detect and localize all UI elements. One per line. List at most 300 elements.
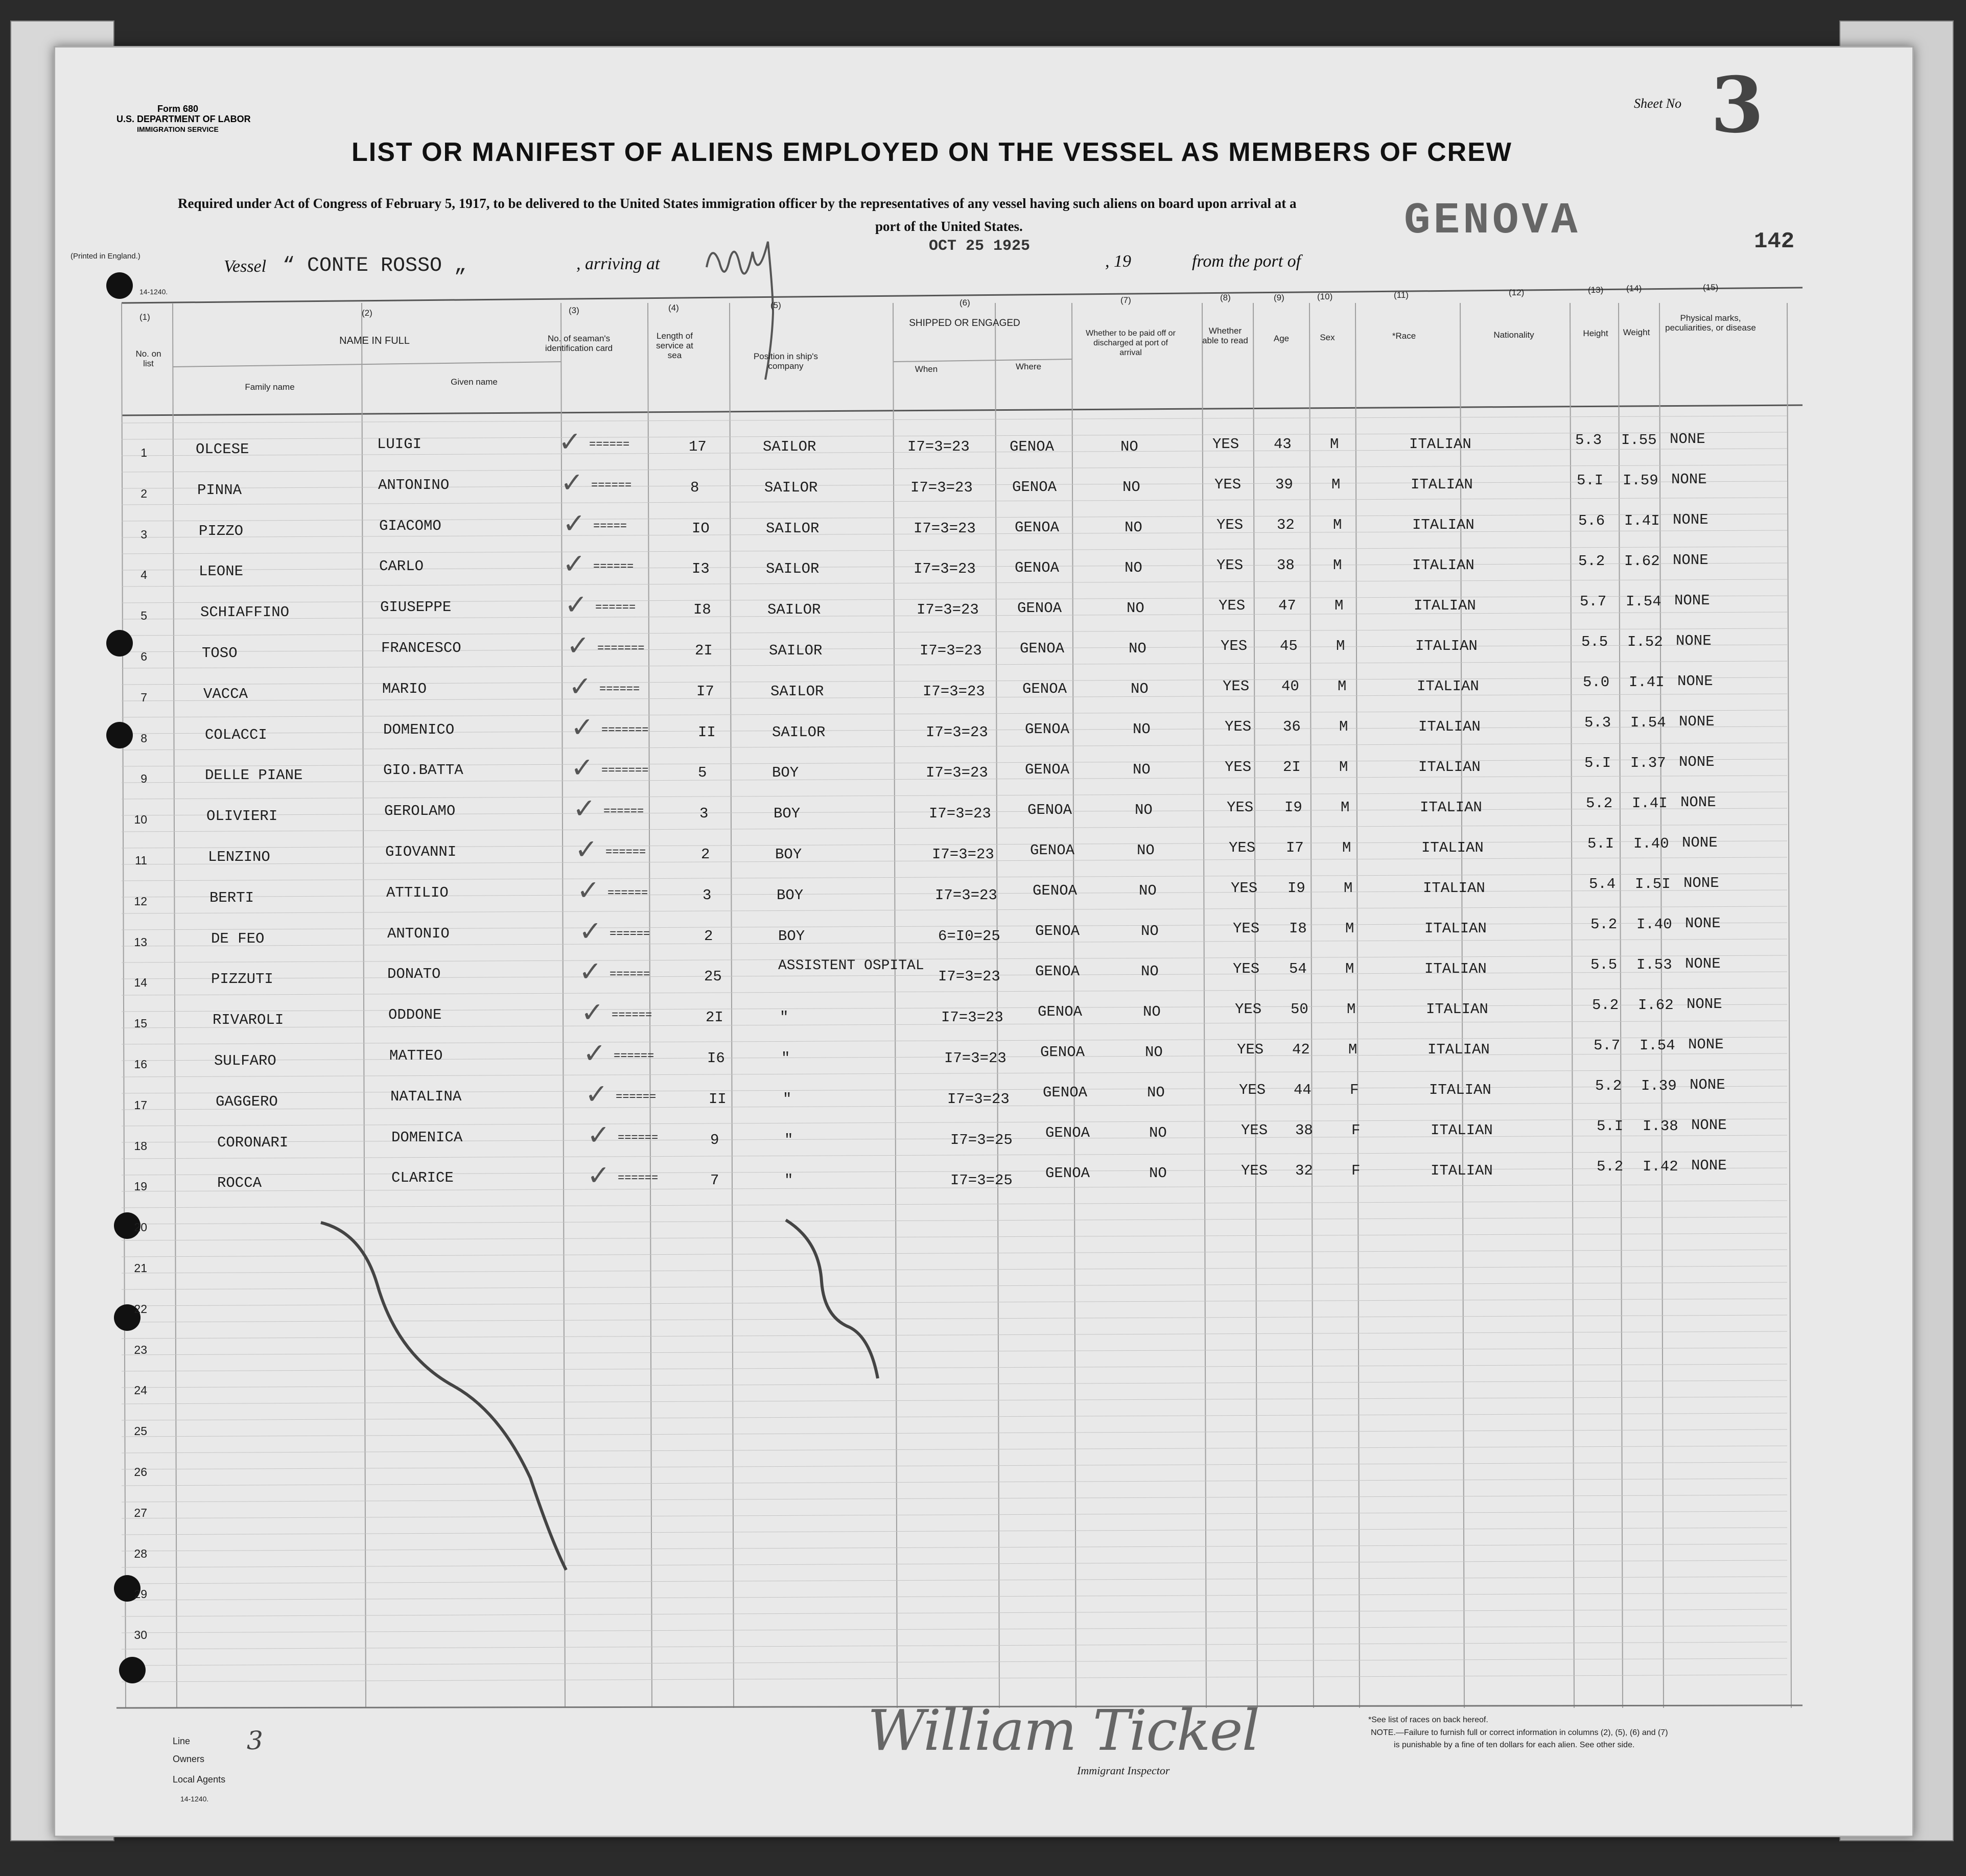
service-length: 2 <box>704 927 713 945</box>
physical-marks: NONE <box>1677 672 1713 690</box>
empty-row-number: 29 <box>134 1587 147 1601</box>
arriving-at-label: , arriving at <box>576 254 660 273</box>
grid-line <box>173 362 561 367</box>
card-check-mark: ✓ <box>579 914 602 947</box>
card-check-mark: ✓ <box>571 752 594 784</box>
sex: F <box>1351 1162 1361 1180</box>
age: 32 <box>1295 1162 1313 1180</box>
family-name: RIVAROLI <box>213 1012 284 1029</box>
grid-line <box>122 1037 1787 1044</box>
race: ITALIAN <box>1424 960 1487 978</box>
row-number: 12 <box>134 894 147 908</box>
shipped-where: GENOA <box>1030 842 1075 859</box>
family-name: DELLE PIANE <box>205 767 303 784</box>
col6-label: SHIPPED OR ENGAGED <box>909 318 1020 329</box>
weight: I.37 <box>1630 755 1666 772</box>
family-name: ROCCA <box>217 1175 262 1192</box>
physical-marks: NONE <box>1679 713 1715 730</box>
required-act-line2: port of the United States. <box>875 219 1023 234</box>
row-number: 9 <box>141 772 147 786</box>
service-length: 5 <box>698 764 707 782</box>
family-name: SCHIAFFINO <box>200 604 290 621</box>
shipped-when: I7=3=23 <box>914 560 976 578</box>
ship-position: SAILOR <box>764 479 818 496</box>
sex: M <box>1341 799 1350 816</box>
shipped-when: I7=3=23 <box>932 846 994 863</box>
cancellation-mark-right <box>783 1215 885 1389</box>
sex: F <box>1350 1081 1359 1098</box>
able-to-read: YES <box>1231 879 1258 897</box>
shipped-where: GENOA <box>1022 680 1067 697</box>
seaman-card-number: ======= <box>597 642 645 655</box>
col8-number: (8) <box>1220 293 1231 302</box>
shipped-when: I7=3=25 <box>950 1131 1013 1148</box>
family-name: COLACCI <box>205 726 267 743</box>
height: 5.7 <box>1580 593 1607 611</box>
shipped-when: I7=3=23 <box>935 886 997 904</box>
service-length: 8 <box>690 479 699 496</box>
family-name: PIZZO <box>199 522 244 540</box>
race: ITALIAN <box>1420 799 1482 816</box>
grid-line <box>1787 303 1791 1708</box>
inspector-label: Immigrant Inspector <box>1077 1764 1170 1777</box>
seaman-card-number: ======= <box>601 723 649 737</box>
ship-position: BOY <box>777 886 804 904</box>
weight: I.53 <box>1636 956 1672 974</box>
card-check-mark: ✓ <box>558 426 582 458</box>
row-number: 2 <box>141 486 147 500</box>
ship-position: SAILOR <box>767 601 821 619</box>
paid-off-flag: NO <box>1133 720 1151 738</box>
able-to-read: YES <box>1241 1121 1268 1139</box>
shipped-where-header: Where <box>1015 362 1042 371</box>
physical-marks: NONE <box>1673 552 1708 569</box>
given-name: NATALINA <box>390 1088 462 1105</box>
able-to-read: YES <box>1227 799 1254 816</box>
shipped-when: I7=3=23 <box>947 1090 1010 1108</box>
sex: M <box>1348 1041 1358 1058</box>
arrival-date-stamp: OCT 25 1925 <box>929 238 1031 255</box>
family-name: LENZINO <box>208 849 270 865</box>
department-name: U.S. DEPARTMENT OF LABOR <box>116 114 251 124</box>
card-check-mark: ✓ <box>565 589 588 621</box>
given-name: ANTONIO <box>387 925 450 942</box>
paid-off-flag: NO <box>1125 559 1142 577</box>
departure-port-stamp: GENOVA <box>1404 196 1581 246</box>
col14-label: Weight <box>1623 327 1650 337</box>
col6-number: (6) <box>959 298 970 308</box>
row-number: 4 <box>141 568 147 582</box>
grid-line <box>122 1658 1787 1666</box>
card-check-mark: ✓ <box>575 833 598 865</box>
grid-line <box>995 303 999 1708</box>
shipped-where: GENOA <box>1015 519 1060 536</box>
grid-line <box>122 955 1787 963</box>
paid-off-flag: NO <box>1143 1003 1161 1021</box>
age: 38 <box>1295 1121 1313 1139</box>
seaman-card-number: ====== <box>618 1172 659 1185</box>
height: 5.3 <box>1584 714 1611 731</box>
sex: M <box>1345 960 1354 978</box>
row-number: 19 <box>134 1180 147 1193</box>
seaman-card-number: ====== <box>612 1009 652 1022</box>
physical-marks: NONE <box>1683 874 1719 892</box>
grid-line <box>122 1675 1787 1682</box>
grid-line <box>122 1070 1787 1077</box>
weight: I.62 <box>1624 553 1660 570</box>
service-length: 9 <box>710 1131 719 1148</box>
sex: M <box>1338 677 1347 695</box>
service-length: 7 <box>710 1172 719 1189</box>
year-label: , 19 <box>1105 252 1131 271</box>
physical-marks: NONE <box>1670 431 1705 448</box>
shipped-where: GENOA <box>1045 1124 1090 1141</box>
grid-line <box>122 1642 1787 1649</box>
empty-row-number: 26 <box>134 1465 147 1479</box>
col11-number: (11) <box>1394 290 1409 300</box>
ship-position: BOY <box>772 764 799 782</box>
grid-line <box>122 416 1787 423</box>
grid-line <box>122 1609 1787 1616</box>
service-length: II <box>709 1090 727 1108</box>
age: 47 <box>1278 597 1296 615</box>
grid-line <box>122 792 1787 799</box>
given-name: GIACOMO <box>379 517 441 534</box>
physical-marks: NONE <box>1687 996 1722 1013</box>
col9-label: Age <box>1273 334 1290 343</box>
weight: I.39 <box>1641 1077 1677 1094</box>
col5-number: (5) <box>770 300 781 310</box>
physical-marks: NONE <box>1671 471 1707 488</box>
card-check-mark: ✓ <box>587 1118 611 1151</box>
service-length: 25 <box>704 968 722 986</box>
age: I9 <box>1288 879 1305 897</box>
height: 5.2 <box>1578 553 1605 570</box>
grid-line <box>1619 303 1623 1708</box>
physical-marks: NONE <box>1688 1036 1724 1053</box>
service-length: 2 <box>701 846 710 863</box>
required-act-line1: Required under Act of Congress of February 5, 1917, to be delivered to the United States immigration officer by the representatives of any vessel having such aliens on board upon arrival at a <box>178 196 1297 211</box>
race: ITALIAN <box>1423 879 1485 897</box>
seaman-card-number: ====== <box>591 479 632 492</box>
shipped-where: GENOA <box>1025 761 1070 779</box>
empty-row-number: 25 <box>134 1424 147 1438</box>
from-port-label: from the port of <box>1192 252 1301 271</box>
race: ITALIAN <box>1418 759 1481 776</box>
able-to-read: YES <box>1216 557 1244 574</box>
family-name: DE FEO <box>211 930 265 947</box>
card-check-mark: ✓ <box>579 955 602 988</box>
grid-line <box>122 874 1787 881</box>
weight: I.52 <box>1627 634 1663 650</box>
given-name: CLARICE <box>391 1169 454 1187</box>
punch-hole <box>106 272 133 299</box>
age: 45 <box>1280 638 1298 654</box>
family-name: PINNA <box>197 481 242 499</box>
seaman-card-number: ====== <box>605 846 646 859</box>
height: 5.6 <box>1578 512 1605 529</box>
seaman-card-number: ====== <box>593 560 634 574</box>
seaman-card-number: ====== <box>603 805 644 818</box>
sex: M <box>1339 759 1348 776</box>
grid-line <box>122 405 1803 415</box>
card-check-mark: ✓ <box>583 1037 606 1069</box>
height: 5.2 <box>1597 1158 1624 1176</box>
sex: F <box>1351 1121 1361 1139</box>
age: 36 <box>1283 718 1301 735</box>
col5-label: Position in ship's company <box>753 351 818 371</box>
printed-in-note: (Printed in England.) <box>71 252 141 261</box>
seaman-card-number: ======= <box>601 764 649 778</box>
physical-marks: NONE <box>1691 1116 1727 1134</box>
family-name: OLCESE <box>196 441 249 458</box>
height: 5.I <box>1577 472 1604 489</box>
race: ITALIAN <box>1431 1162 1493 1180</box>
given-name-header: Given name <box>451 377 498 387</box>
race-note: *See list of races on back hereof. <box>1368 1716 1488 1724</box>
weight: I.54 <box>1630 714 1666 731</box>
empty-row-number: 21 <box>134 1261 147 1275</box>
family-name-header: Family name <box>245 382 295 392</box>
able-to-read: YES <box>1221 638 1248 654</box>
sheet-number-label: Sheet No <box>1634 96 1682 111</box>
shipped-when-header: When <box>915 364 938 374</box>
height: 5.2 <box>1586 795 1613 812</box>
grid-line <box>122 1626 1787 1633</box>
weight: I.40 <box>1633 835 1669 852</box>
paid-off-flag: NO <box>1120 438 1138 455</box>
service-name: IMMIGRATION SERVICE <box>137 125 219 133</box>
sex: M <box>1331 476 1341 493</box>
card-check-mark: ✓ <box>563 507 586 540</box>
inspector-signature: William Tickel <box>868 1698 1259 1763</box>
physical-marks: NONE <box>1685 955 1721 973</box>
col15-number: (15) <box>1703 283 1719 292</box>
local-agents-label: Local Agents <box>173 1774 226 1785</box>
sex: M <box>1345 920 1354 937</box>
paid-off-flag: NO <box>1125 519 1142 536</box>
weight: I.38 <box>1643 1117 1678 1135</box>
family-name: VACCA <box>203 685 248 702</box>
able-to-read: YES <box>1216 516 1244 533</box>
form-header-block <box>116 104 251 134</box>
age: 38 <box>1277 557 1295 574</box>
sex: M <box>1342 839 1351 856</box>
given-name: GIUSEPPE <box>380 599 452 616</box>
penalty-note-cont: is punishable by a fine of ten dollars for each alien. See other side. <box>1394 1741 1635 1749</box>
empty-row-number: 28 <box>134 1546 147 1560</box>
service-length: 3 <box>703 886 712 904</box>
height: 5.5 <box>1581 634 1608 650</box>
col7-label: Whether to be paid off or discharged at port of arrival <box>1086 329 1176 357</box>
ship-position: BOY <box>774 805 801 823</box>
paid-off-flag: NO <box>1145 1044 1163 1061</box>
able-to-read: YES <box>1212 436 1239 453</box>
shipped-where: GENOA <box>1015 559 1060 577</box>
col4-number: (4) <box>668 303 679 313</box>
age: 50 <box>1291 1001 1308 1018</box>
col15-label: Physical marks, peculiarities, or disease <box>1665 313 1756 333</box>
ship-position: SAILOR <box>766 560 820 578</box>
age: 54 <box>1289 960 1307 978</box>
col9-number: (9) <box>1274 293 1284 302</box>
card-check-mark: ✓ <box>577 874 600 906</box>
col10-label: Sex <box>1320 333 1335 342</box>
row-number: 16 <box>134 1058 147 1071</box>
age: 43 <box>1274 436 1292 453</box>
given-name: CARLO <box>379 558 424 575</box>
row-number: 18 <box>134 1139 147 1153</box>
ship-position: SAILOR <box>766 520 820 537</box>
height: 5.I <box>1597 1117 1624 1135</box>
vessel-name: “ CONTE ROSSO „ <box>283 254 467 277</box>
paid-off-flag: NO <box>1137 842 1155 859</box>
col3-label: No. of seaman's identification card <box>545 334 613 353</box>
paid-off-flag: NO <box>1141 963 1159 980</box>
seaman-card-number: ====== <box>610 968 650 981</box>
seaman-card-number: ====== <box>589 438 630 451</box>
row-number: 7 <box>141 690 147 704</box>
empty-row-number: 22 <box>134 1302 147 1316</box>
ship-position: SAILOR <box>763 438 816 455</box>
given-name: GIO.BATTA <box>383 762 463 779</box>
card-check-mark: ✓ <box>585 1077 608 1110</box>
col10-number: (10) <box>1317 292 1333 301</box>
physical-marks: NONE <box>1680 794 1716 811</box>
race: ITALIAN <box>1431 1121 1493 1139</box>
owners-label: Owners <box>173 1754 205 1764</box>
weight: I.55 <box>1621 432 1657 449</box>
col7-number: (7) <box>1120 295 1131 305</box>
shipped-when: I7=3=23 <box>941 1009 1003 1026</box>
able-to-read: YES <box>1219 597 1246 615</box>
height: 5.2 <box>1592 997 1619 1014</box>
col2-label: NAME IN FULL <box>339 335 410 346</box>
weight: I.4I <box>1624 512 1660 529</box>
shipped-when: I7=3=25 <box>950 1172 1013 1189</box>
col1-label: No. on list <box>135 349 161 368</box>
shipped-where: GENOA <box>1040 1044 1085 1061</box>
sex: M <box>1336 638 1345 654</box>
paid-off-flag: NO <box>1131 680 1149 697</box>
card-check-mark: ✓ <box>563 548 586 580</box>
service-length: 17 <box>689 438 707 455</box>
race: ITALIAN <box>1415 638 1478 654</box>
race: ITALIAN <box>1424 920 1487 937</box>
row-number: 14 <box>134 976 147 990</box>
col8-label: Whether able to read <box>1202 326 1248 345</box>
form-number: Form 680 <box>157 104 199 114</box>
height: 5.0 <box>1583 673 1610 691</box>
given-name: GEROLAMO <box>384 803 456 820</box>
col11-label: *Race <box>1392 331 1416 341</box>
sex: M <box>1344 879 1353 897</box>
family-name: TOSO <box>202 645 238 662</box>
seaman-card-number: ===== <box>593 520 627 533</box>
shipped-when: I7=3=23 <box>920 642 982 659</box>
paid-off-flag: NO <box>1127 600 1144 617</box>
paid-off-flag: NO <box>1147 1084 1165 1101</box>
race: ITALIAN <box>1412 516 1475 533</box>
family-name: OLIVIERI <box>206 808 278 825</box>
race: ITALIAN <box>1411 476 1473 493</box>
col14-number: (14) <box>1626 284 1642 293</box>
able-to-read: YES <box>1235 1001 1262 1018</box>
grid-line <box>893 303 897 1708</box>
grid-line <box>122 498 1787 505</box>
family-name: LEONE <box>199 563 244 580</box>
physical-marks: NONE <box>1673 511 1708 528</box>
row-number: 5 <box>141 609 147 623</box>
paid-off-flag: NO <box>1149 1165 1167 1182</box>
given-name: LUIGI <box>377 436 422 453</box>
shipped-where: GENOA <box>1035 922 1080 940</box>
col12-label: Nationality <box>1493 330 1534 340</box>
card-check-mark: ✓ <box>569 670 592 702</box>
able-to-read: YES <box>1223 677 1250 695</box>
paid-off-flag: NO <box>1139 882 1157 899</box>
grid-line <box>122 661 1787 668</box>
paid-off-flag: NO <box>1135 802 1153 819</box>
shipped-where: GENOA <box>1045 1165 1090 1182</box>
grid-line <box>122 1152 1787 1159</box>
given-name: MARIO <box>382 680 427 697</box>
grid-line <box>122 988 1787 995</box>
shipped-when: I7=3=23 <box>938 968 1000 986</box>
seaman-card-number: ====== <box>599 683 640 696</box>
race: ITALIAN <box>1414 597 1476 615</box>
given-name: GIOVANNI <box>385 843 457 860</box>
grid-line <box>122 906 1787 913</box>
physical-marks: NONE <box>1690 1076 1725 1093</box>
row-number: 11 <box>135 854 147 867</box>
race: ITALIAN <box>1426 1001 1488 1018</box>
service-length: I3 <box>692 560 710 578</box>
weight: I.40 <box>1636 916 1672 933</box>
shipped-where: GENOA <box>1033 882 1078 899</box>
given-name: FRANCESCO <box>381 640 461 656</box>
row-number: 13 <box>134 935 147 949</box>
sex: M <box>1335 597 1344 615</box>
grid-line <box>122 710 1787 717</box>
shipped-when: I7=3=23 <box>923 683 985 700</box>
age: 40 <box>1281 677 1299 695</box>
ship-position: " <box>781 1050 790 1067</box>
row-number: 15 <box>134 1017 147 1030</box>
form-print-code: 14-1240. <box>139 288 168 296</box>
height: 5.I <box>1584 755 1611 772</box>
shipped-where: GENOA <box>1043 1084 1088 1101</box>
ship-position: BOY <box>775 846 802 863</box>
ship-position: " <box>784 1172 793 1189</box>
penalty-note: NOTE.—Failure to furnish full or correct information in columns (2), (5), (6) and (7) <box>1371 1728 1668 1737</box>
shipped-where: GENOA <box>1035 963 1080 980</box>
given-name: DOMENICO <box>383 721 455 738</box>
sex: M <box>1347 1001 1356 1018</box>
grid-line <box>122 628 1787 636</box>
weight: I.59 <box>1623 472 1658 489</box>
ship-position: " <box>784 1131 793 1148</box>
weight: I.4I <box>1629 673 1665 691</box>
given-name: MATTEO <box>389 1047 443 1064</box>
able-to-read: YES <box>1229 839 1256 856</box>
col12-number: (12) <box>1509 288 1525 297</box>
able-to-read: YES <box>1225 759 1252 776</box>
able-to-read: YES <box>1233 920 1260 937</box>
family-name: BERTI <box>209 889 254 906</box>
empty-row-number: 23 <box>134 1343 147 1356</box>
manifest-title: LIST OR MANIFEST OF ALIENS EMPLOYED ON THE VESSEL AS MEMBERS OF CREW <box>352 137 1512 167</box>
